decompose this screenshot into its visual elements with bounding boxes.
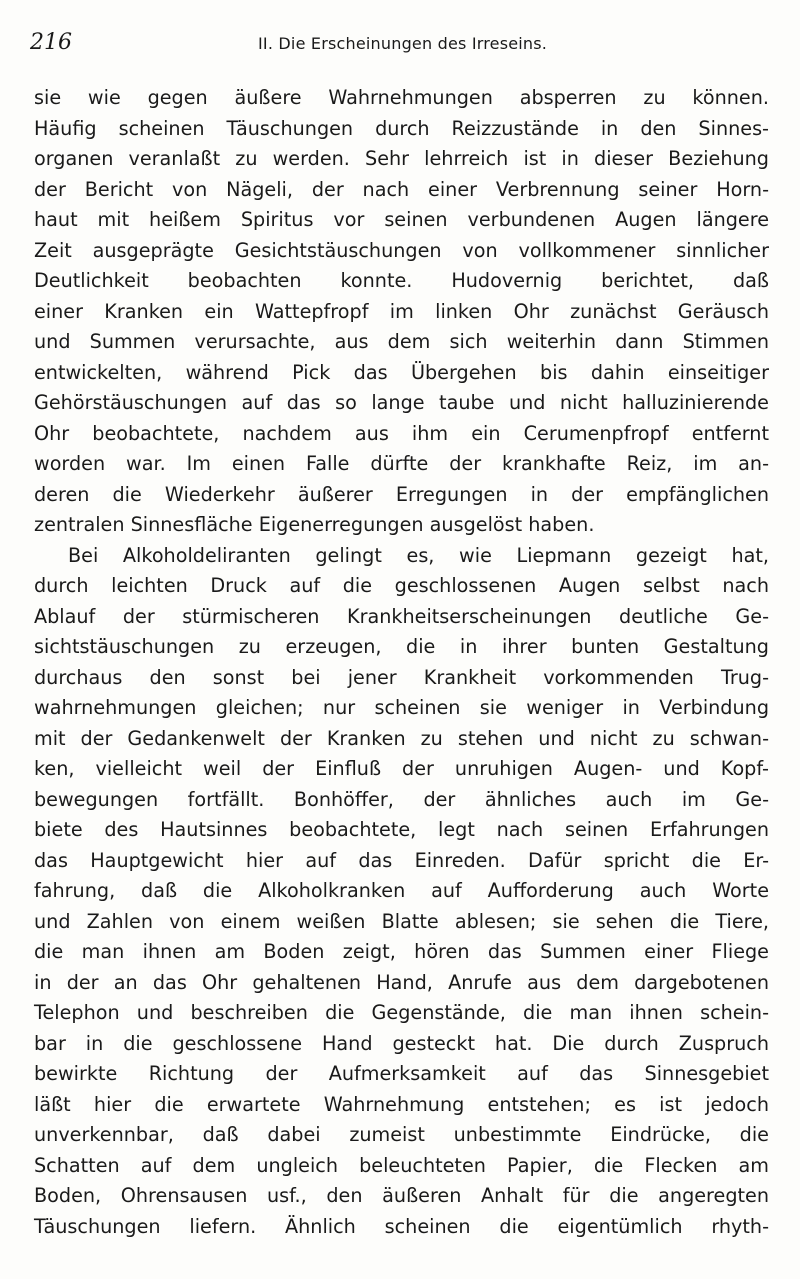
text-line: haut mit heißem Spiritus vor seinen verbundenen Augen längere — [34, 208, 769, 231]
text-line: fahrung, daß die Alkoholkranken auf Aufforderung auch Worte — [34, 879, 769, 902]
text-line: Deutlichkeit beobachten konnte. Hudovernig berichtet, daß — [34, 269, 769, 292]
text-line: biete des Hautsinnes beobachtete, legt nach seinen Erfahrungen — [34, 818, 769, 841]
text-line: Ohr beobachtete, nachdem aus ihm ein Cerumenpfropf entfernt — [34, 421, 769, 445]
text-line: Telephon und beschreiben die Gegenstände, die man ihnen schein- — [34, 1001, 769, 1024]
text-line: Boden, Ohrensausen usf., den äußeren Anhalt für die angeregten — [34, 1184, 769, 1207]
text-line: das Hauptgewicht hier auf das Einreden. Dafür spricht die Er- — [34, 848, 769, 872]
body-text — [34, 83, 769, 1242]
text-line: einer Kranken ein Wattepfropf im linken Ohr zunächst Geräusch — [34, 299, 769, 323]
text-line: unverkennbar, daß dabei zumeist unbestimmte Eindrücke, die — [34, 1123, 769, 1146]
text-line: Gehörstäuschungen auf das so lange taube und nicht halluzinierende — [34, 391, 769, 414]
text-line: Schatten auf dem ungleich beleuchteten Papier, die Flecken am — [34, 1153, 769, 1177]
page-header — [30, 30, 770, 60]
text-line: wahrnehmungen gleichen; nur scheinen sie weniger in Verbindung — [34, 696, 769, 719]
text-line: ken, vielleicht weil der Einfluß der unruhigen Augen- und Kopf- — [34, 757, 769, 780]
text-line: bar in die geschlossene Hand gesteckt hat. Die durch Zuspruch — [34, 1031, 769, 1055]
text-line: organen veranlaßt zu werden. Sehr lehrreich ist in dieser Beziehung — [34, 147, 769, 170]
text-line: zentralen Sinnesfläche Eigenerregungen ausgelöst haben. — [34, 513, 595, 536]
text-line: Zeit ausgeprägte Gesichtstäuschungen von vollkommener sinnlicher — [34, 238, 769, 262]
text-line: Häufig scheinen Täuschungen durch Reizzustände in den Sinnes- — [34, 116, 769, 140]
text-line: und Zahlen von einem weißen Blatte ablesen; sie sehen die Tiere, — [34, 909, 769, 933]
text-line: Ablauf der stürmischeren Krankheitserscheinungen deutliche Ge- — [34, 604, 769, 628]
text-line: entwickelten, während Pick das Übergehen bis dahin einseitiger — [34, 360, 769, 384]
text-line: worden war. Im einen Falle dürfte der krankhafte Reiz, im an- — [34, 452, 769, 475]
text-line: Bei Alkoholdeliranten gelingt es, wie Liepmann gezeigt hat, — [68, 543, 769, 567]
text-line: sichtstäuschungen zu erzeugen, die in ihrer bunten Gestaltung — [34, 635, 769, 658]
text-line: läßt hier die erwartete Wahrnehmung entstehen; es ist jedoch — [34, 1092, 769, 1116]
text-line: in der an das Ohr gehaltenen Hand, Anrufe aus dem dargebotenen — [34, 970, 769, 994]
text-line: bewirkte Richtung der Aufmerksamkeit auf das Sinnesgebiet — [34, 1062, 769, 1085]
text-line: Täuschungen liefern. Ähnlich scheinen die eigentümlich rhyth- — [34, 1214, 769, 1238]
text-line: sie wie gegen äußere Wahrnehmungen absperren zu können. — [34, 86, 769, 109]
text-line: mit der Gedankenwelt der Kranken zu stehen und nicht zu schwan- — [34, 726, 769, 750]
running-head: II. Die Erscheinungen des Irreseins. — [258, 34, 548, 53]
text-line: durchaus den sonst bei jener Krankheit vorkommenden Trug- — [34, 665, 769, 689]
page-number: 216 — [30, 30, 72, 55]
text-line: der Bericht von Nägeli, der nach einer Verbrennung seiner Horn- — [34, 177, 769, 201]
text-line: durch leichten Druck auf die geschlossenen Augen selbst nach — [34, 574, 769, 597]
text-line: deren die Wiederkehr äußerer Erregungen in der empfänglichen — [34, 482, 769, 506]
text-line: bewegungen fortfällt. Bonhöffer, der ähnliches auch im Ge- — [34, 787, 769, 811]
text-line: und Summen verursachte, aus dem sich weiterhin dann Stimmen — [34, 330, 769, 353]
text-line: die man ihnen am Boden zeigt, hören das Summen einer Fliege — [34, 940, 769, 963]
